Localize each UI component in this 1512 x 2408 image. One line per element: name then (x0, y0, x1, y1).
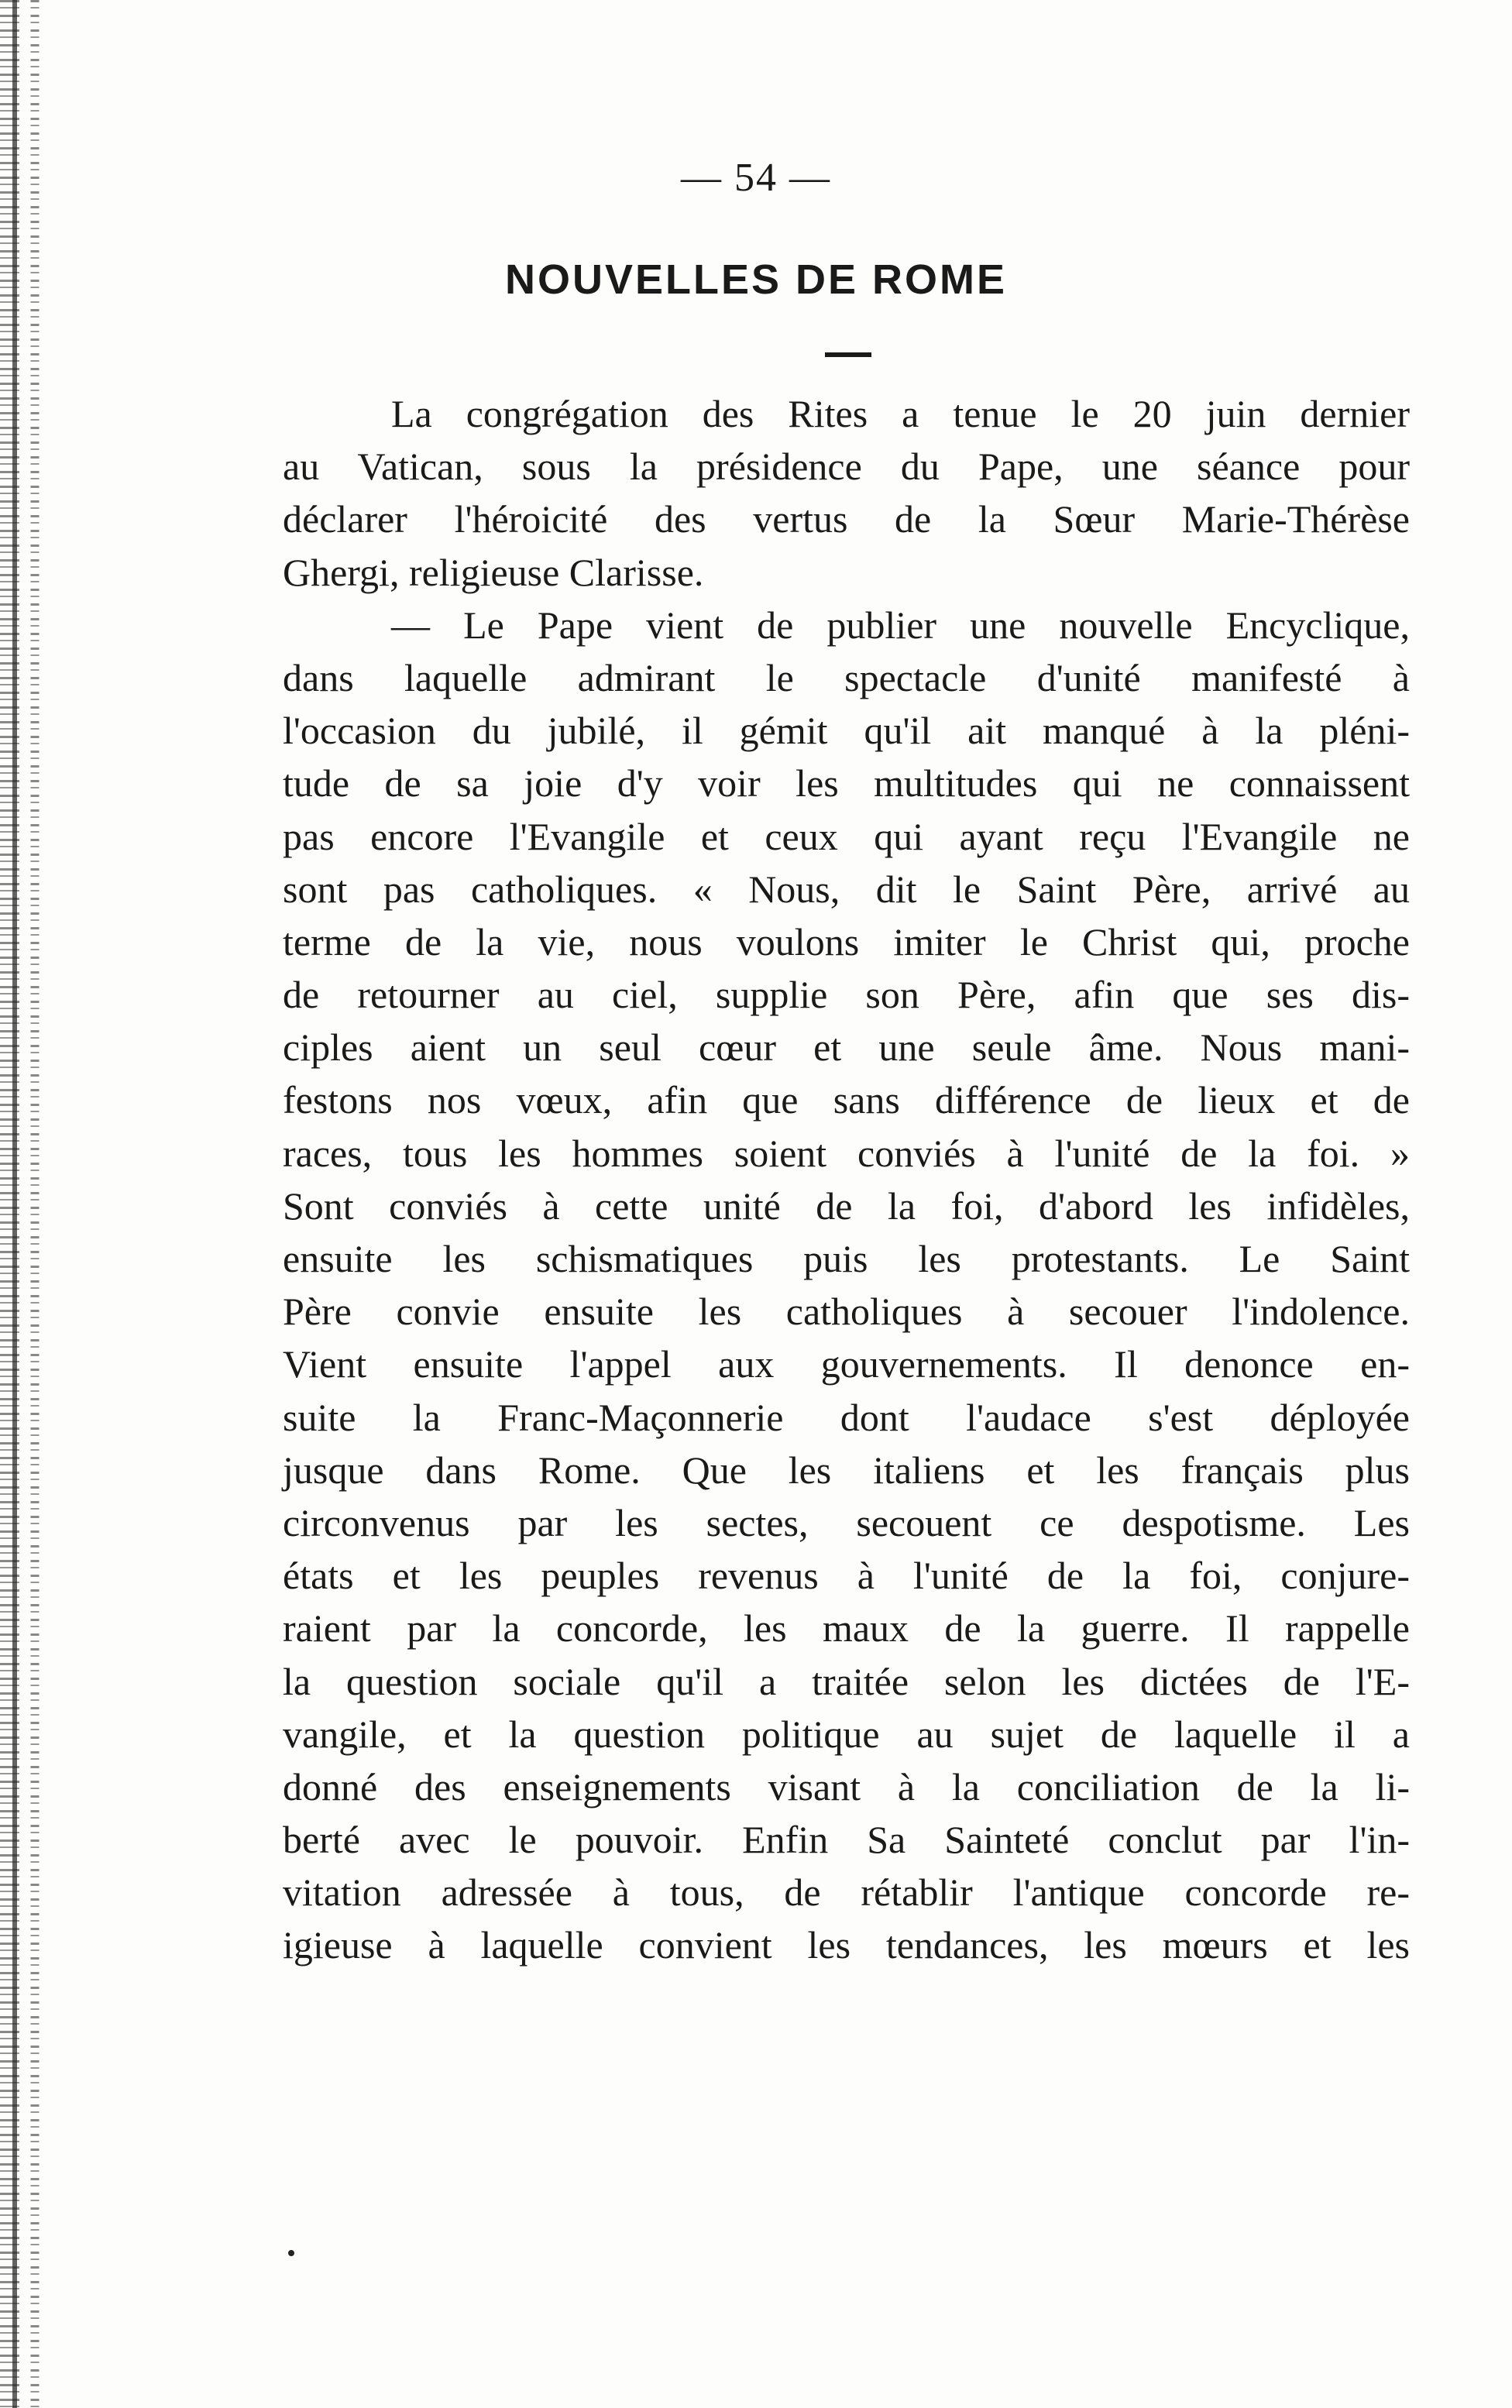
text-line: tude de sa joie d'y voir les multitudes qui ne connaissent (283, 761, 1410, 806)
text-line: Père convie ensuite les catholiques à secouer l'indolence. (283, 1290, 1410, 1334)
text-line: sont pas catholiques. « Nous, dit le Saint Père, arrivé au (283, 867, 1410, 911)
article-body (283, 387, 1410, 1972)
text-line: circonvenus par les sectes, secouent ce despotisme. Les (283, 1500, 1410, 1544)
text-line: — Le Pape vient de publier une nouvelle Encyclique, (391, 603, 1410, 647)
binding-edge (0, 0, 56, 2408)
text-line: au Vatican, sous la présidence du Pape, une séance pour (283, 445, 1410, 489)
ink-speck (288, 2250, 294, 2256)
text-line: berté avec le pouvoir. Enfin Sa Sainteté conclut par l'in- (283, 1818, 1410, 1862)
binding-line (12, 0, 17, 2408)
text-line: ciples aient un seul cœur et une seule âme. Nous mani- (283, 1025, 1410, 1070)
text-line: terme de la vie, nous voulons imiter le Christ qui, proche (283, 919, 1410, 964)
text-line: vitation adressée à tous, de rétablir l'antique concorde re- (283, 1870, 1410, 1915)
text-line: igieuse à laquelle convient les tendances, les mœurs et les (283, 1923, 1410, 1967)
text-line: de retourner au ciel, supplie son Père, afin que ses dis- (283, 973, 1410, 1017)
text-line: l'occasion du jubilé, il gémit qu'il ait manqué à la pléni- (283, 709, 1410, 753)
text-line: pas encore l'Evangile et ceux qui ayant reçu l'Evangile ne (283, 814, 1410, 858)
text-line: La congrégation des Rites a tenue le 20 juin dernier (391, 392, 1410, 435)
page-number: — 54 — (681, 156, 831, 200)
text-line: races, tous les hommes soient conviés à l'unité de la foi. » (283, 1131, 1410, 1175)
text-line: Sont conviés à cette unité de la foi, d'abord les infidèles, (283, 1183, 1410, 1228)
text-line: Vient ensuite l'appel aux gouvernements. Il denonce en- (283, 1342, 1410, 1386)
title-separator (825, 352, 871, 357)
text-line: dans laquelle admirant le spectacle d'unité manifesté à (283, 655, 1410, 699)
text-line: suite la Franc-Maçonnerie dont l'audace s'est déployée (283, 1395, 1410, 1439)
text-line: festons nos vœux, afin que sans différence de lieux et de (283, 1078, 1410, 1122)
text-line: déclarer l'héroicité des vertus de la Sœur Marie-Thérèse (283, 497, 1410, 541)
text-line: états et les peuples revenus à l'unité de la foi, conjure- (283, 1554, 1410, 1598)
article-title: NOUVELLES DE ROME (504, 256, 1008, 303)
text-line: la question sociale qu'il a traitée selon les dictées de l'E- (283, 1659, 1410, 1703)
text-line: raient par la concorde, les maux de la guerre. Il rappelle (283, 1606, 1410, 1651)
text-line: donné des enseignements visant à la conciliation de la li- (283, 1764, 1410, 1809)
text-line: vangile, et la question politique au sujet de laquelle il a (283, 1712, 1410, 1756)
text-line: Ghergi, religieuse Clarisse. (283, 550, 704, 594)
text-line: ensuite les schismatiques puis les protestants. Le Saint (283, 1237, 1410, 1280)
text-line: jusque dans Rome. Que les italiens et les français plus (283, 1448, 1410, 1492)
